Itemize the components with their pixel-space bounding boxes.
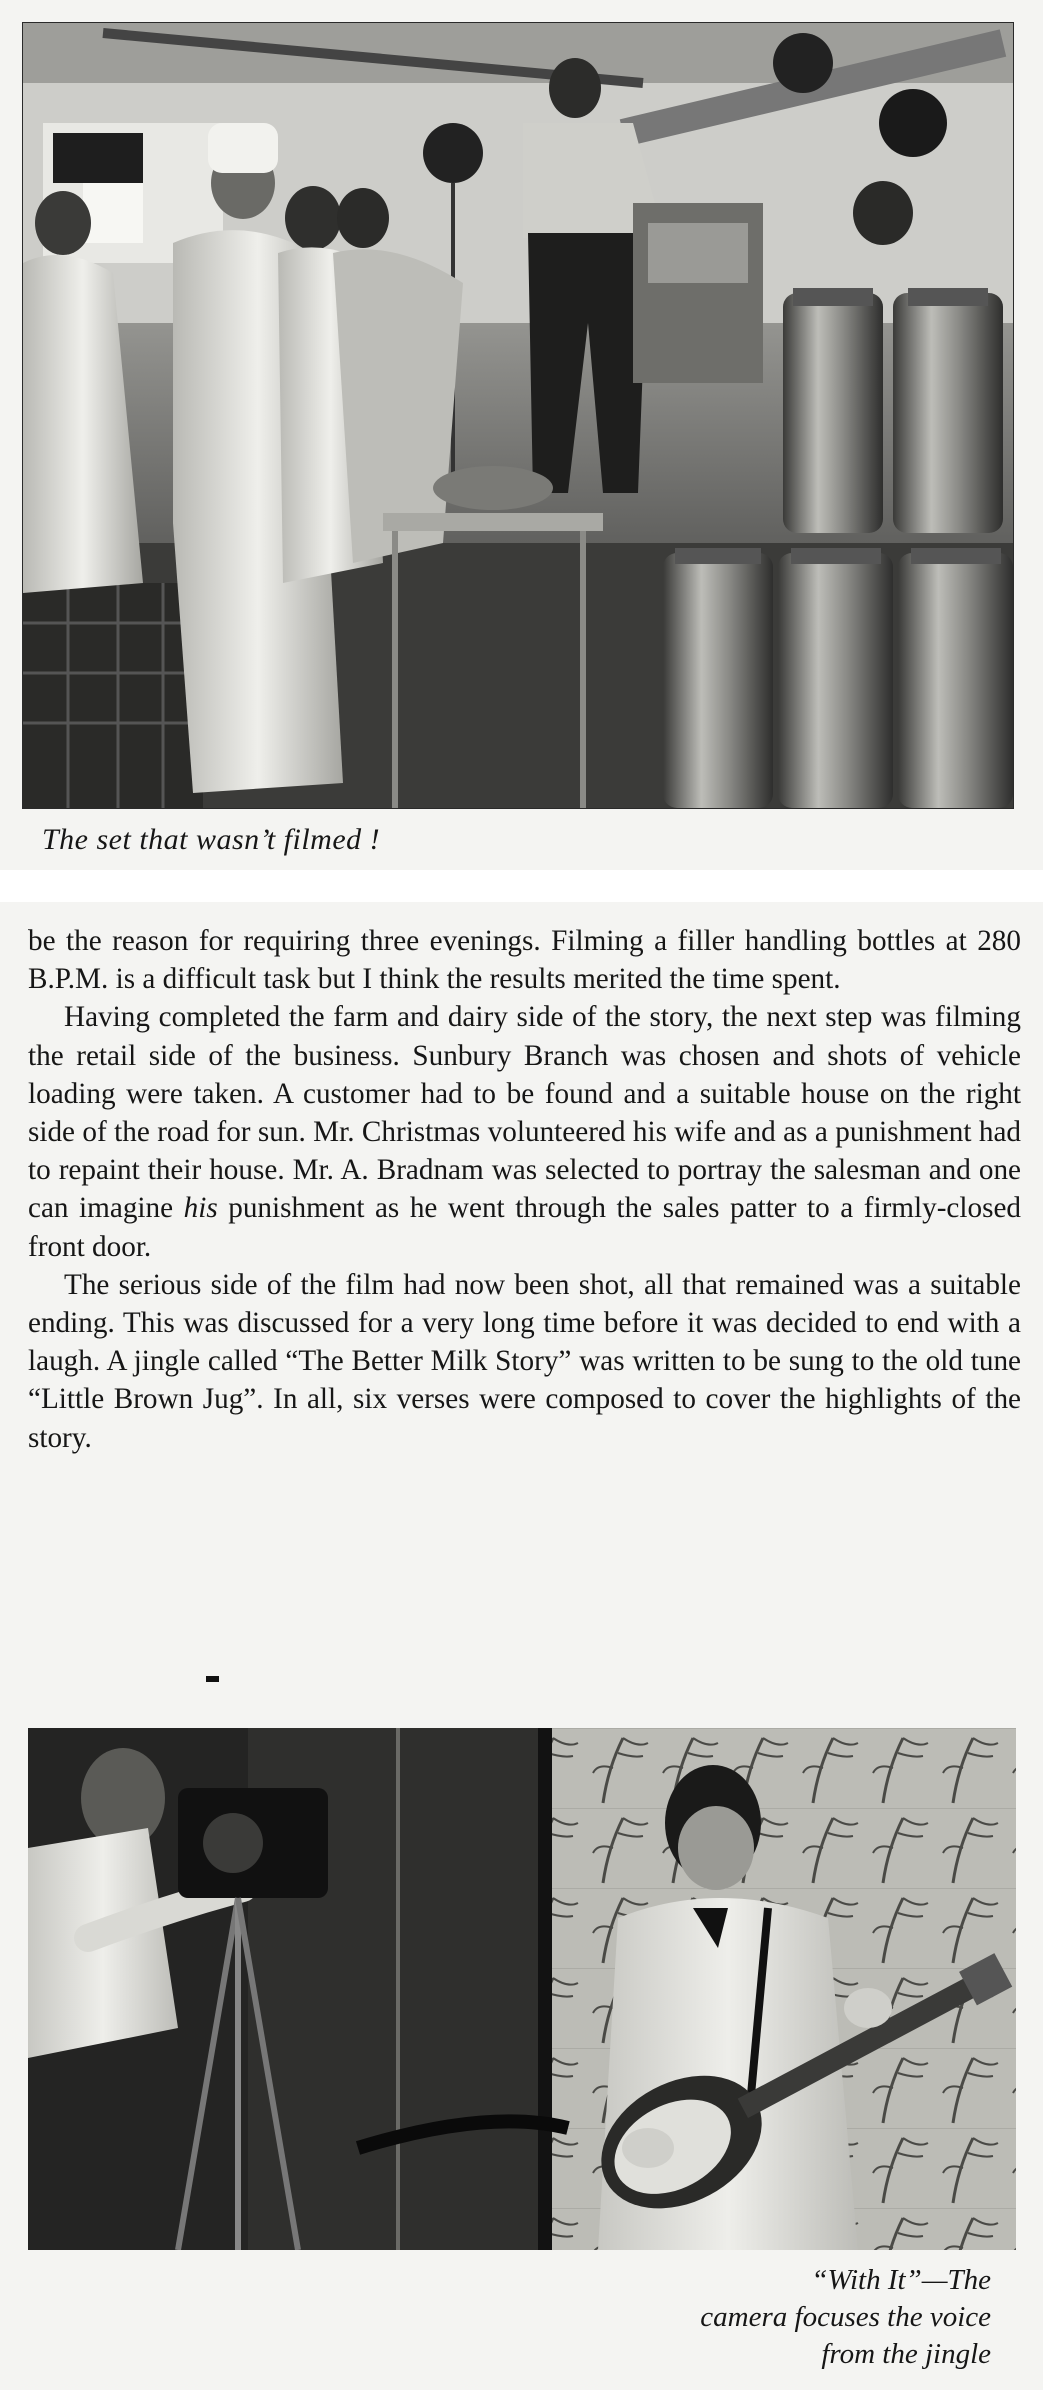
camera-jingle-photo [28,1728,1016,2250]
article-paragraph-2 [28,998,1021,1265]
article-body [28,922,1021,1457]
article-paragraph-1: be the reason for requiring three evenings. Filming a filler handling bottles at 280 B.P.M. is a difficult task but I think the results merited the time spent. [28,925,1021,996]
camera-guitarist-photo-icon [28,1728,1016,2250]
ink-mark [206,1676,219,1682]
factory-set-photo [22,22,1014,809]
emphasis-his: his [183,1192,218,1225]
caption-2-line-3: from the jingle [821,2338,991,2370]
article-paragraph-3: The serious side of the film had now been shot, all that remained was a suitable ending. This was discussed for a very long time before it was decided to end with a laugh. A jingle called “The Better Milk Story” was written to be sung to the old tune “Little Brown Jug”. In all, six verses were composed to cover the highlights of the story. [28,1268,1021,1454]
photo-caption-2 [391,2262,991,2373]
caption-2-line-2: camera focuses the voice [700,2301,991,2333]
paragraph-2-continued: punishment as he went through the sales patter to a firmly-closed front door. [28,1192,1021,1263]
factory-filming-photo-icon [23,23,1013,808]
caption-2-line-1: “With It”—The [811,2264,991,2296]
photo-caption-1: The set that wasn’t filmed ! [42,823,381,856]
caption-band [0,870,1043,902]
paragraph-2-text: Having completed the farm and dairy side of the story, the next step was filming the retail side of the business. Sunbury Branch was chosen and shots of vehicle loading were taken. A customer had to be found and a suitable house on the right side of the road for sun. Mr. Christmas volunteered his wife and as a punishment had to repaint their house. Mr. A. Bradnam was selected to portray the salesman and one can imagine [28,1001,1021,1225]
